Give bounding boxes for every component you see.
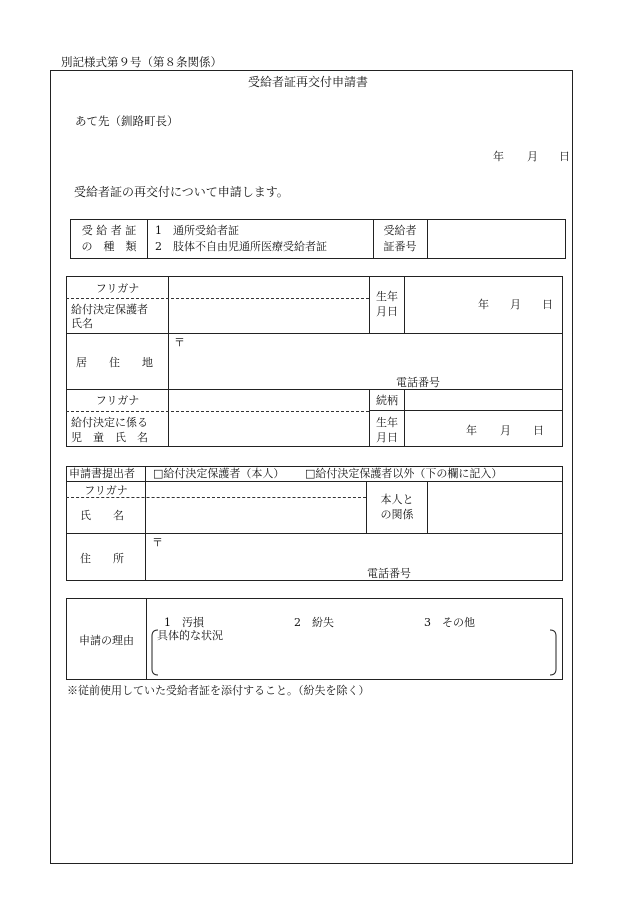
submitter-address-label: 住 所 <box>80 552 124 565</box>
reason-details-field[interactable] <box>160 644 550 674</box>
guardian-address-label: 居 住 地 <box>76 356 153 369</box>
certificate-number-label-line2: 証番号 <box>383 240 417 253</box>
form-number: 別記様式第９号（第８条関係） <box>61 55 222 69</box>
submitter-relation-field[interactable] <box>430 484 560 530</box>
submitter-name-label: 氏 名 <box>80 509 124 522</box>
child-name-label-line1: 給付決定に係る <box>71 416 148 429</box>
guardian-furigana-label: フリガナ <box>95 282 140 295</box>
date-day-label: 日 <box>559 150 570 163</box>
guardian-postal-mark: 〒 <box>174 336 185 349</box>
guardian-name-field[interactable] <box>172 279 366 329</box>
child-name-label-line2: 児 童 氏 名 <box>71 431 148 444</box>
guardian-birth-label-line2: 月日 <box>376 305 398 318</box>
application-statement: 受給者証の再交付について申請します。 <box>74 185 289 199</box>
guardian-name-label-line1: 給付決定保護者 <box>71 303 148 316</box>
child-furigana-label: フリガナ <box>95 394 140 407</box>
submitter-postal-mark: 〒 <box>152 536 163 549</box>
submitter-option-self[interactable]: □給付決定保護者（本人） <box>153 467 285 480</box>
footnote: ※従前使用していた受給者証を添付すること。（紛失を除く） <box>67 684 370 697</box>
submitter-address-field[interactable] <box>166 536 560 578</box>
certificate-type-label-line1: 受 給 者 証 <box>81 224 137 237</box>
child-birth-day-label: 日 <box>533 424 544 437</box>
reason-option-3[interactable]: 3 その他 <box>424 616 475 629</box>
submitter-relation-label-line1: 本人と <box>380 493 414 506</box>
certificate-number-label-line1: 受給者 <box>383 224 417 237</box>
date-year-label: 年 <box>493 150 504 163</box>
submitter-phone-label: 電話番号 <box>367 567 411 580</box>
submitter-header-label: 申請書提出者 <box>69 467 135 480</box>
guardian-phone-label: 電話番号 <box>396 376 440 389</box>
addressee: あて先（釧路町長） <box>75 114 179 128</box>
submitter-furigana-label: フリガナ <box>84 484 128 497</box>
certificate-option-2[interactable]: 2 肢体不自由児通所医療受給者証 <box>155 240 327 253</box>
guardian-birth-day-label: 日 <box>542 298 553 311</box>
guardian-birth-year-label: 年 <box>478 298 489 311</box>
guardian-name-label-line2: 氏名 <box>71 317 93 330</box>
reason-details-label: 具体的な状況 <box>157 629 223 642</box>
date-month-label: 月 <box>527 150 538 163</box>
guardian-address-field[interactable] <box>186 336 560 386</box>
certificate-type-label-line2: の 種 類 <box>81 240 137 253</box>
child-relation-label: 続柄 <box>376 394 398 407</box>
submitter-option-other[interactable]: □給付決定保護者以外（下の欄に記入） <box>305 467 503 480</box>
child-birth-month-label: 月 <box>500 424 511 437</box>
reason-option-1[interactable]: 1 汚損 <box>164 616 204 629</box>
certificate-number-field[interactable] <box>430 221 564 257</box>
submitter-name-field[interactable] <box>149 484 363 530</box>
child-birth-label-line2: 月日 <box>376 431 398 444</box>
submitter-relation-label-line2: の関係 <box>380 508 414 521</box>
child-birth-label-line1: 生年 <box>376 416 398 429</box>
child-name-field[interactable] <box>172 392 366 444</box>
guardian-birth-month-label: 月 <box>510 298 521 311</box>
form-title: 受給者証再交付申請書 <box>248 75 369 89</box>
child-birth-year-label: 年 <box>466 424 477 437</box>
reason-option-2[interactable]: 2 紛失 <box>294 616 334 629</box>
guardian-birth-label-line1: 生年 <box>376 290 398 303</box>
certificate-option-1[interactable]: 1 通所受給者証 <box>155 224 239 237</box>
reason-label: 申請の理由 <box>79 634 134 647</box>
